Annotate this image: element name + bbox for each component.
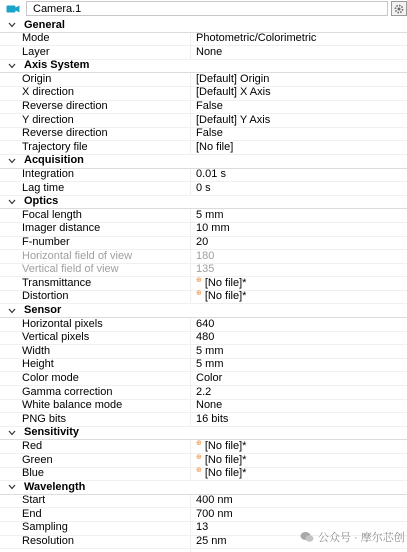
property-name: Imager distance [22,222,101,235]
property-value-text: [Default] Origin [196,72,270,85]
property-value-text: 5 mm [196,344,224,357]
title-bar [0,0,407,17]
property-value[interactable] [196,331,214,345]
property-value[interactable] [196,358,224,372]
property-value[interactable] [196,399,222,413]
property-value-text: None [196,45,223,58]
property-value[interactable] [196,372,222,386]
chevron-down-icon[interactable] [6,430,18,436]
property-value[interactable] [196,222,230,236]
property-value[interactable] [196,535,227,549]
property-name: Vertical pixels [22,331,90,344]
property-value-text: [No file]* [204,276,247,289]
property-value-text: 640 [196,317,215,330]
section-header[interactable] [0,427,407,441]
property-name: Distortion [22,290,69,303]
property-value-text: 480 [196,331,215,344]
property-name: Start [22,494,46,507]
property-value[interactable] [196,277,246,291]
property-name: Vertical field of view [22,263,119,276]
property-value-text: [No file]* [204,290,247,303]
property-value-text: 180 [196,249,215,262]
reference-icon: ⊕ [196,290,202,298]
property-name: Mode [22,32,50,45]
object-name-text: Camera.1 [33,2,82,15]
section-header[interactable] [0,19,407,33]
property-value-text: 16 bits [196,412,229,425]
property-row[interactable] [0,318,407,332]
property-row[interactable] [0,372,407,386]
property-name: Trajectory file [22,140,88,153]
property-value-text: False [196,100,223,113]
property-row[interactable] [0,277,407,291]
property-row[interactable] [0,87,407,101]
property-value[interactable] [196,467,246,481]
property-row[interactable] [0,345,407,359]
property-row[interactable] [0,46,407,60]
property-value[interactable] [196,386,211,400]
property-value-text: 135 [196,263,215,276]
section-label: Axis System [24,59,90,72]
property-value[interactable] [196,440,246,454]
property-grid [0,19,407,549]
watermark [300,529,405,545]
property-row[interactable] [0,291,407,305]
property-name: End [22,507,42,520]
section-header[interactable] [0,304,407,318]
reference-icon: ⊕ [196,276,202,284]
object-name-field[interactable] [26,1,388,16]
property-value[interactable] [196,236,208,250]
property-value-text: [No file]* [204,439,247,452]
property-value[interactable] [196,345,224,359]
property-value[interactable] [196,114,270,128]
property-value[interactable] [196,508,233,522]
property-value[interactable] [196,73,269,87]
section-label: Optics [24,195,59,208]
property-name: Height [22,358,54,371]
property-row[interactable] [0,332,407,346]
property-row[interactable] [0,223,407,237]
property-row[interactable] [0,169,407,183]
property-value-text: [No file]* [204,467,247,480]
property-value[interactable] [196,209,224,223]
property-value[interactable] [196,318,214,332]
property-row[interactable] [0,209,407,223]
property-value[interactable] [196,86,271,100]
property-value-text: Photometric/Colorimetric [196,32,317,45]
property-name: Blue [22,467,45,480]
property-value-text: 20 [196,236,209,248]
property-value[interactable] [196,127,223,141]
section-header[interactable] [0,155,407,169]
property-name: Green [22,453,53,466]
wechat-icon [300,531,314,543]
chevron-down-icon[interactable] [6,158,18,164]
property-value-text: [No file] [196,140,234,153]
property-name: Focal length [22,208,82,221]
property-name: Resolution [22,535,74,548]
property-value[interactable] [196,494,233,508]
property-value[interactable] [196,46,222,60]
property-row[interactable] [0,73,407,87]
property-value-text: [Default] Y Axis [196,113,271,126]
property-value-text: 10 mm [196,222,230,235]
property-row[interactable] [0,101,407,115]
property-value-text: 0.01 s [196,168,226,181]
property-row[interactable] [0,400,407,414]
property-name: Transmittance [22,276,92,289]
chevron-down-icon[interactable] [6,22,18,28]
property-value-text: 0 s [196,181,211,194]
property-name: Integration [22,168,74,181]
property-name: Gamma correction [22,385,113,398]
chevron-down-icon[interactable] [6,308,18,314]
property-name: Layer [22,45,50,58]
property-name: Origin [22,72,52,85]
property-value [196,250,214,264]
property-value-text: 400 nm [196,494,233,507]
property-value[interactable] [196,413,228,427]
property-row[interactable] [0,495,407,509]
property-value-text: 5 mm [196,358,224,371]
property-value-text: 5 mm [196,208,224,221]
watermark-text: 公众号 · 摩尔芯创 [318,532,405,544]
property-row[interactable] [0,141,407,155]
chevron-down-icon[interactable] [6,199,18,205]
section-header[interactable] [0,196,407,210]
property-name: Horizontal field of view [22,249,133,262]
property-value[interactable] [196,182,211,196]
property-value[interactable] [196,290,246,304]
property-row[interactable] [0,386,407,400]
property-name: Color mode [22,371,79,384]
property-value-text: None [196,399,223,412]
property-row[interactable] [0,237,407,251]
property-value[interactable] [196,168,226,182]
property-row[interactable] [0,359,407,373]
property-row[interactable] [0,468,407,482]
section-label: Sensor [24,303,62,316]
property-value[interactable] [196,32,316,46]
property-name: Y direction [22,113,74,126]
property-row[interactable] [0,128,407,142]
property-value-text: [Default] X Axis [196,86,271,99]
property-row [0,250,407,264]
property-name: Reverse direction [22,100,108,113]
property-value[interactable] [196,521,208,535]
reference-icon: ⊕ [196,439,202,447]
section-header[interactable] [0,481,407,495]
reference-icon: ⊕ [196,453,202,461]
property-row[interactable] [0,413,407,427]
section-header[interactable] [0,60,407,74]
reference-icon: ⊕ [196,467,202,475]
property-name: Sampling [22,521,68,534]
settings-button[interactable] [391,1,407,16]
section-label: General [24,18,65,31]
property-name: Width [22,344,51,357]
section-label: Wavelength [24,480,86,493]
property-name: F-number [22,236,70,248]
property-value-text: False [196,127,223,140]
property-row[interactable] [0,182,407,196]
property-name: Horizontal pixels [22,317,103,330]
property-value-text: Color [196,371,223,384]
property-value[interactable] [196,100,223,114]
property-name: PNG bits [22,412,67,425]
chevron-down-icon[interactable] [6,484,18,490]
property-name: X direction [22,86,74,99]
property-value[interactable] [196,141,233,155]
section-label: Acquisition [24,154,84,167]
property-name: Red [22,439,43,452]
property-name: Reverse direction [22,127,108,140]
property-row[interactable] [0,33,407,47]
property-value-text: 700 nm [196,507,233,520]
property-value-text: 13 [196,521,209,534]
property-row[interactable] [0,440,407,454]
property-row [0,264,407,278]
property-value-text: 25 nm [196,535,227,548]
chevron-down-icon[interactable] [6,63,18,69]
gear-icon [393,3,405,15]
property-name: White balance mode [22,399,123,412]
property-value-text: [No file]* [204,453,247,466]
property-row[interactable] [0,454,407,468]
camera-icon [6,4,20,14]
property-value-text: 2.2 [196,385,212,398]
property-row[interactable] [0,114,407,128]
property-row[interactable] [0,508,407,522]
property-value[interactable] [196,454,246,468]
property-name: Lag time [22,181,65,194]
section-label: Sensitivity [24,426,80,439]
